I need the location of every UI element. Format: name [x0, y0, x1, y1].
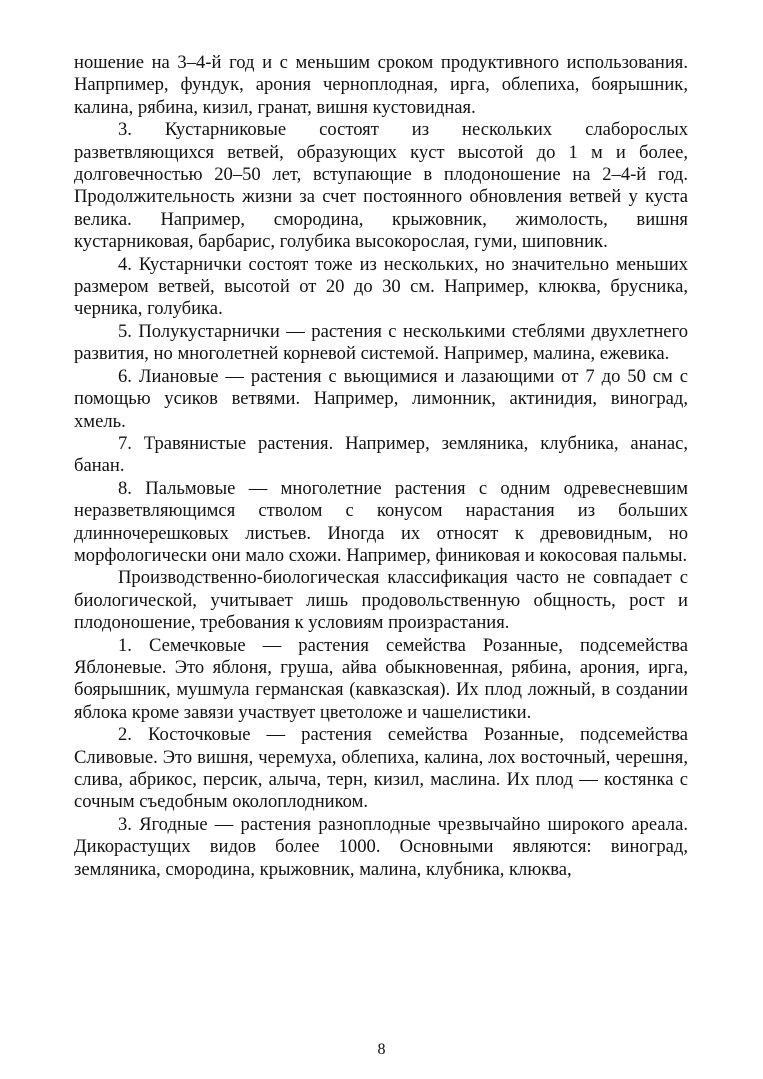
- paragraph-herbaceous: 7. Травянистые растения. Например, земляника, клубника, ананас, банан.: [74, 432, 688, 477]
- page-body-text: [74, 52, 688, 881]
- paragraph-pome-fruits: 1. Семечковые — растения семейства Розанные, подсемейства Яблоневые. Это яблоня, груша, айва обыкновенная, рябина, арония, ирга, боярышник, мушмула германская (кавказская). Их плод ложный, в создании яблока кроме завязи участвует цветоложе и чашелистики.: [74, 634, 688, 723]
- paragraph-classification: Производственно-биологическая классификация часто не совпадает с биологической, учитывает лишь продовольственную общность, рост и плодоношение, требования к условиям произрастания.: [74, 567, 688, 634]
- paragraph-lianas: 6. Лиановые — растения с вьющимися и лазающими от 7 до 50 см с помощью усиков ветвями. Например, лимонник, актинидия, виноград, хмель.: [74, 365, 688, 432]
- paragraph-semi-shrubs: 5. Полукустарнички — растения с несколькими стеблями двухлетнего развития, но многолетней корневой системой. Например, малина, ежевика.: [74, 320, 688, 365]
- paragraph-continuation: ношение на 3–4-й год и с меньшим сроком продуктивного использования. Напрпимер, фундук, арония черноплодная, ирга, облепиха, боярышник, калина, рябина, кизил, гранат, вишня кустовидная.: [74, 52, 688, 118]
- paragraph-berries: 3. Ягодные — растения разноплодные чрезвычайно широкого ареала. Дикорастущих видов более 1000. Основными являются: виноград, земляника, смородина, крыжовник, малина, клубника, клюква,: [74, 813, 688, 880]
- paragraph-subshrubs: 4. Кустарнички состоят тоже из нескольких, но значительно меньших размером ветвей, высотой от 20 до 30 см. Например, клюква, брусника, черника, голубика.: [74, 253, 688, 320]
- paragraph-stone-fruits: 2. Косточковые — растения семейства Розанные, подсемейства Сливовые. Это вишня, черемуха, облепиха, калина, лох восточный, черешня, слива, абрикос, персик, алыча, терн, кизил, маслина. Их плод — костянка с сочным съедобным околоплодником.: [74, 724, 688, 813]
- paragraph-palms: 8. Пальмовые — многолетние растения с одним одревесневшим неразветвляющимся стволом с конусом нарастания из больших длинночерешковых листьев. Иногда их относят к древовидным, но морфологически они мало схожи. Например, финиковая и кокосовая пальмы.: [74, 477, 688, 566]
- page-number: 8: [377, 1041, 386, 1058]
- paragraph-shrubs: 3. Кустарниковые состоят из нескольких слаборослых разветвляющихся ветвей, образующих куст высотой до 1 м и более, долговечностью 20–50 лет, вступающие в плодоношение на 2–4-й год. Продолжительность жизни за счет постоянного обновления ветвей у куста велика. Например, смородина, крыжовник, жимолость, вишня кустарниковая, барбарис, голубика высокорослая, гуми, шиповник.: [74, 119, 688, 253]
